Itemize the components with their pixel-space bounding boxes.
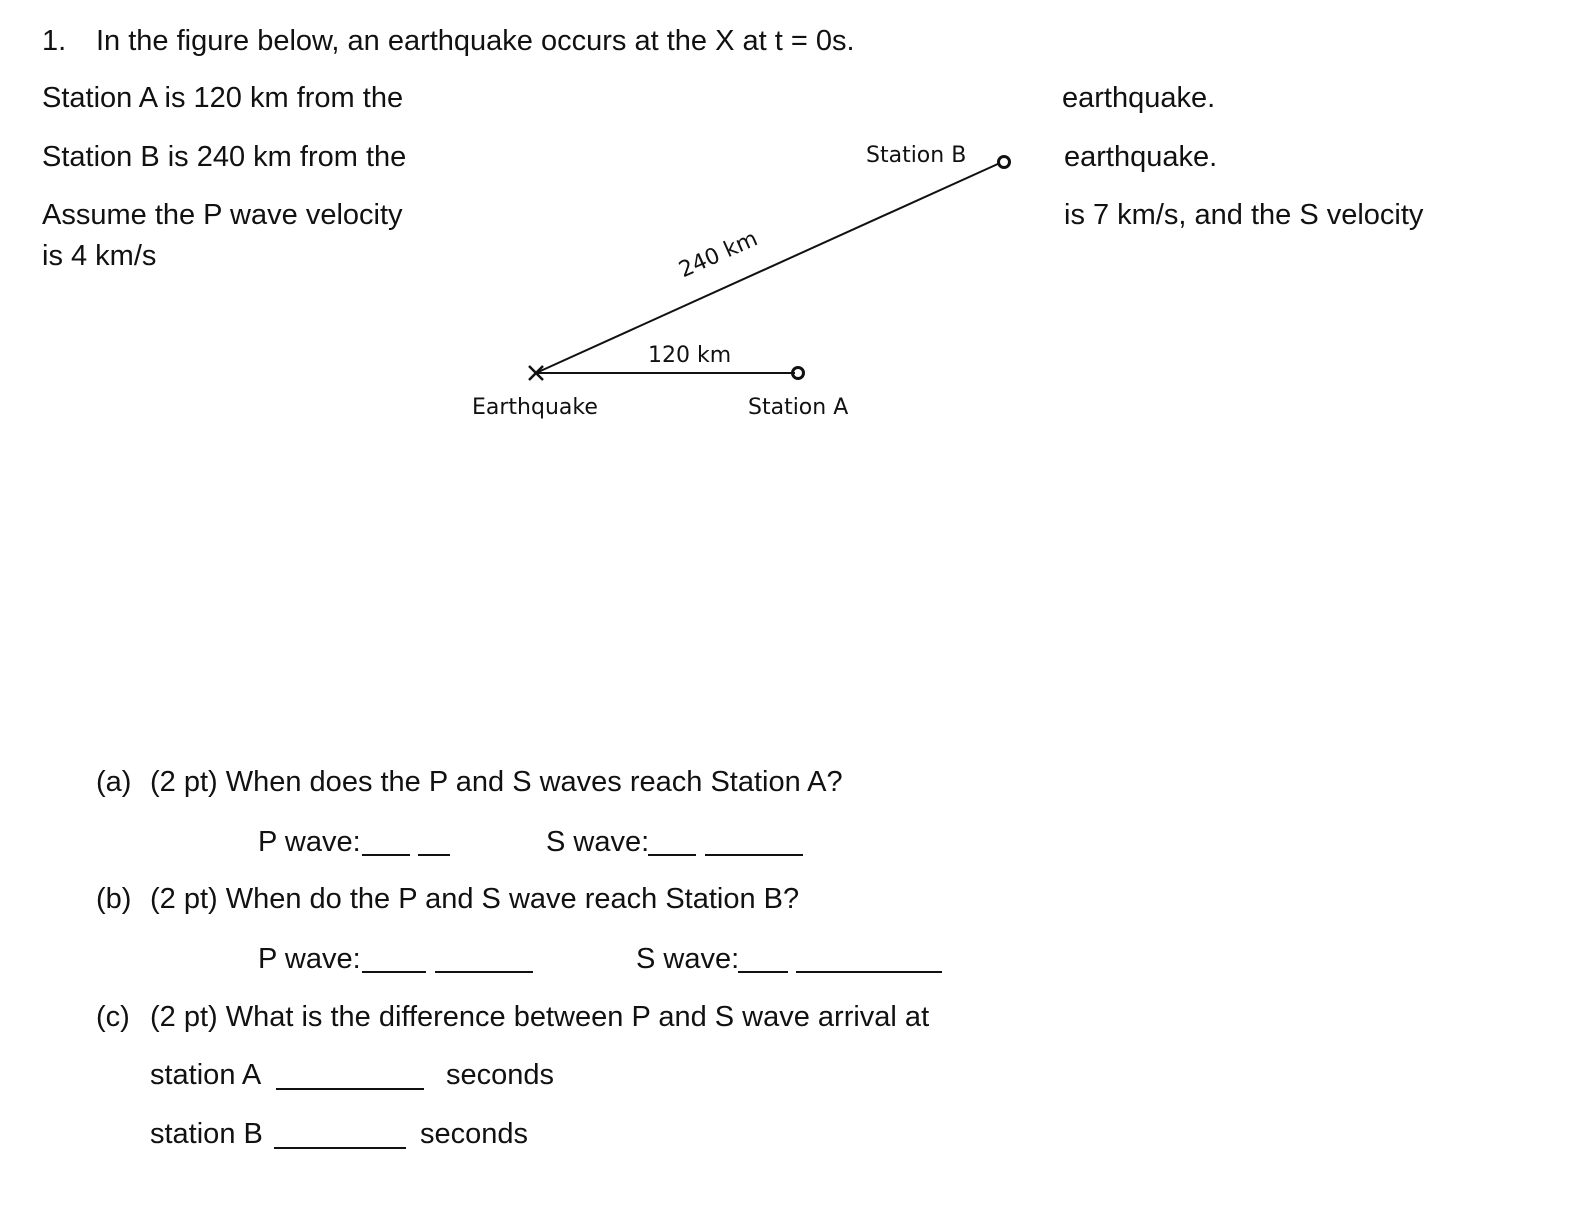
part-c-station-a-label: station A — [150, 1059, 262, 1091]
part-a-s-wave-answer-blank-2[interactable] — [705, 832, 803, 856]
part-a-p-wave-answer-blank[interactable] — [362, 832, 410, 856]
part-c-station-b-label: station B — [150, 1118, 263, 1150]
part-a-letter: (a) — [96, 766, 132, 798]
station-a-label: Station A — [748, 395, 849, 420]
station-b-distance-left: Station B is 240 km from the — [42, 141, 407, 173]
part-a-s-wave-answer-blank[interactable] — [648, 832, 696, 856]
part-a-p-wave-label: P wave: — [258, 826, 361, 858]
station-a-distance-left: Station A is 120 km from the — [42, 82, 404, 114]
part-b-question: (2 pt) When do the P and S wave reach Station B? — [150, 883, 800, 915]
part-b-p-wave-answer-blank[interactable] — [362, 949, 426, 973]
part-a-question: (2 pt) When does the P and S waves reach Station A? — [150, 766, 843, 798]
s-velocity-value: is 4 km/s — [42, 240, 157, 272]
station-b-distance-right: earthquake. — [1064, 141, 1218, 173]
velocity-assumption-left: Assume the P wave velocity — [42, 199, 403, 231]
station-a-distance-right: earthquake. — [1062, 82, 1216, 114]
part-c-station-a-unit: seconds — [446, 1059, 555, 1091]
part-b-s-wave-answer-blank-2[interactable] — [796, 949, 942, 973]
question-intro: In the figure below, an earthquake occurs at the X at t = 0s. — [96, 25, 855, 57]
distance-b-label: 240 km — [675, 226, 762, 284]
part-b-s-wave-label: S wave: — [636, 943, 740, 975]
part-c-station-b-unit: seconds — [420, 1118, 529, 1150]
part-c-question: (2 pt) What is the difference between P and S wave arrival at — [150, 1001, 930, 1033]
part-b-p-wave-answer-blank-2[interactable] — [435, 949, 533, 973]
part-a-p-wave-answer-blank-2[interactable] — [418, 832, 450, 856]
part-c-station-a-answer-blank[interactable] — [276, 1066, 424, 1090]
part-b-letter: (b) — [96, 883, 132, 915]
part-c-letter: (c) — [96, 1001, 130, 1033]
station-b-marker-icon — [999, 157, 1010, 168]
earthquake-label: Earthquake — [472, 395, 598, 420]
distance-a-label: 120 km — [648, 343, 732, 368]
part-b-p-wave-label: P wave: — [258, 943, 361, 975]
question-number: 1. — [42, 25, 67, 57]
path-to-station-b — [536, 163, 1000, 373]
part-a-s-wave-label: S wave: — [546, 826, 650, 858]
velocity-assumption-right: is 7 km/s, and the S velocity — [1064, 199, 1424, 231]
station-b-label: Station B — [866, 143, 967, 168]
part-b-s-wave-answer-blank[interactable] — [738, 949, 788, 973]
part-c-station-b-answer-blank[interactable] — [274, 1125, 406, 1149]
